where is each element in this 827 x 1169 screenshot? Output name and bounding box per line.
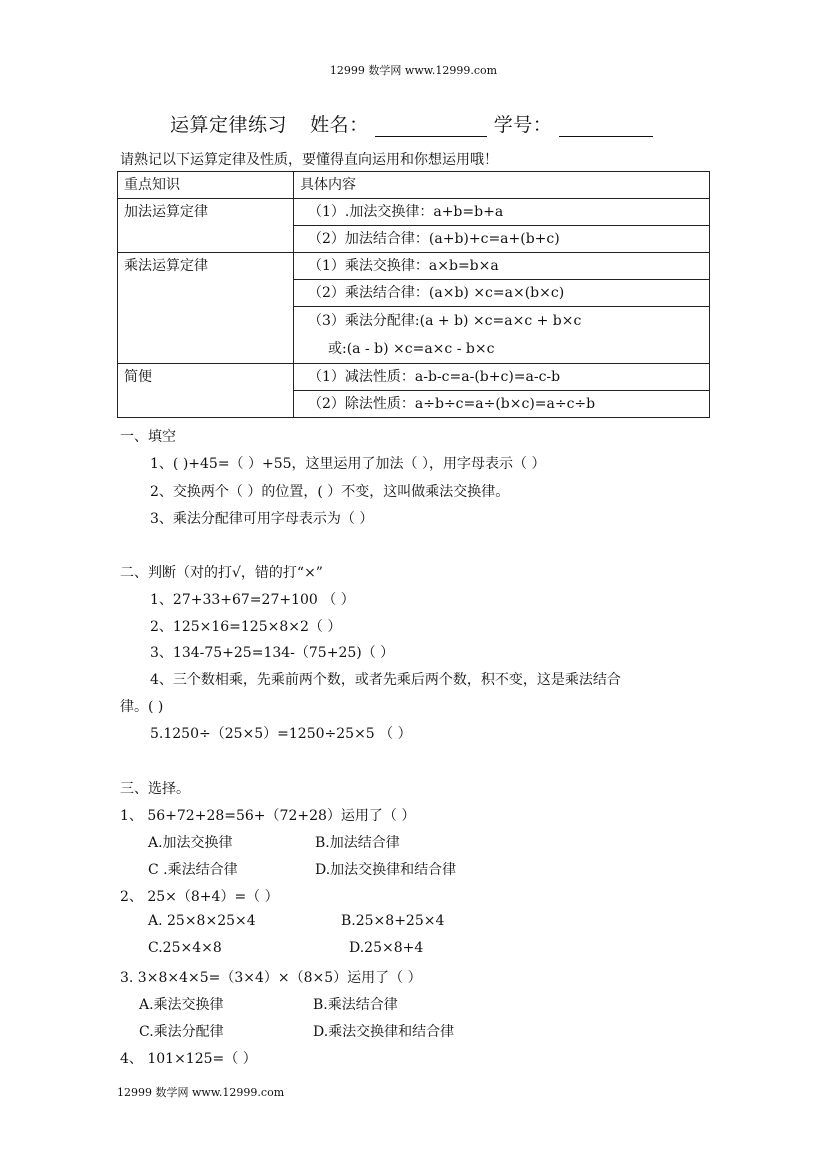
- fill-question: 3、乘法分配律可用字母表示为（ ）: [150, 511, 374, 527]
- intro-text: 请熟记以下运算定律及性质，要懂得直向运用和你想运用哦！: [120, 152, 498, 168]
- choice-option[interactable]: A. 25×8×25×4: [148, 913, 256, 929]
- header-cell: 具体内容: [294, 172, 710, 199]
- rule-cell: （2）乘法结合律：(a×b) ×c=a×(b×c): [294, 280, 710, 307]
- rule-cell: （1）乘法交换律：a×b=b×a: [294, 253, 710, 280]
- table-row: [118, 364, 710, 391]
- id-blank[interactable]: [559, 116, 653, 137]
- id-label: 学号：: [493, 114, 553, 136]
- choice-option[interactable]: D.乘法交换律和结合律: [313, 1024, 455, 1040]
- group-label: 加法运算定律: [118, 199, 294, 253]
- choice-option[interactable]: D.25×8+4: [349, 940, 424, 956]
- header-cell: 重点知识: [118, 172, 294, 199]
- choice-option[interactable]: A.乘法交换律: [139, 997, 224, 1013]
- rule-line: 或:(a - b) ×c=a×c - b×c: [328, 341, 495, 357]
- choice-option[interactable]: A.加法交换律: [148, 835, 233, 851]
- rule-cell: [294, 307, 710, 364]
- judge-question: 3、134-75+25=134-（75+25)（ ）: [150, 645, 395, 661]
- group-label: 乘法运算定律: [118, 253, 294, 364]
- choice-option[interactable]: C .乘法结合律: [148, 862, 238, 878]
- worksheet-title: [170, 110, 653, 137]
- table-header-row: [118, 172, 710, 199]
- page-footer: 12999 数学网 www.12999.com: [117, 1086, 285, 1099]
- choice-option[interactable]: B.乘法结合律: [313, 997, 398, 1013]
- judge-question: 5.1250÷（25×5）=1250÷25×5 （ ）: [150, 726, 412, 742]
- choice-option[interactable]: B.25×8+25×4: [341, 913, 445, 929]
- rule-line: （3）乘法分配律:(a + b) ×c=a×c + b×c: [308, 313, 582, 329]
- judge-question: 1、27+33+67=27+100 （ ）: [150, 592, 355, 608]
- choice-question: 1、 56+72+28=56+（72+28）运用了（ ）: [120, 808, 416, 824]
- rule-cell: （2）除法性质：a÷b÷c=a÷(b×c)=a÷c÷b: [294, 391, 710, 418]
- table-row: [118, 199, 710, 226]
- choice-option[interactable]: C.乘法分配律: [139, 1024, 224, 1040]
- rule-cell: （1）.加法交换律：a+b=b+a: [294, 199, 710, 226]
- choice-option[interactable]: C.25×4×8: [148, 940, 222, 956]
- group-label: 简便: [118, 364, 294, 418]
- title-text: 运算定律练习: [170, 114, 288, 136]
- judge-question: 2、125×16=125×8×2（ ）: [150, 619, 342, 635]
- fill-question: 1、( )+45=（ ）+55，这里运用了加法（ ），用字母表示（ ）: [150, 456, 546, 472]
- section-title: 二、判断（对的打√，错的打“×”: [120, 565, 323, 581]
- page-header: 12999 数学网 www.12999.com: [329, 64, 498, 77]
- judge-question: 4、三个数相乘，先乘前两个数，或者先乘后两个数，积不变，这是乘法结合: [150, 672, 621, 688]
- choice-question: 4、 101×125=（ ）: [120, 1051, 257, 1067]
- section-title: 三、选择。: [120, 781, 190, 797]
- choice-option[interactable]: D.加法交换律和结合律: [315, 862, 457, 878]
- rule-cell: （2）加法结合律：(a+b)+c=a+(b+c): [294, 226, 710, 253]
- table-row: [118, 253, 710, 280]
- judge-question-cont: 律。( ): [120, 699, 164, 715]
- name-blank[interactable]: [375, 116, 487, 137]
- choice-question: 3. 3×8×4×5=（3×4）×（8×5）运用了（ ）: [120, 970, 422, 986]
- rules-table: [117, 171, 710, 418]
- name-label: 姓名：: [310, 114, 369, 136]
- choice-option[interactable]: B.加法结合律: [315, 835, 400, 851]
- section-title: 一、填空: [120, 429, 176, 445]
- fill-question: 2、交换两个（ ）的位置，( ）不变，这叫做乘法交换律。: [150, 484, 510, 500]
- choice-question: 2、 25×（8+4）=（ ）: [120, 889, 279, 905]
- rule-cell: （1）减法性质：a-b-c=a-(b+c)=a-c-b: [294, 364, 710, 391]
